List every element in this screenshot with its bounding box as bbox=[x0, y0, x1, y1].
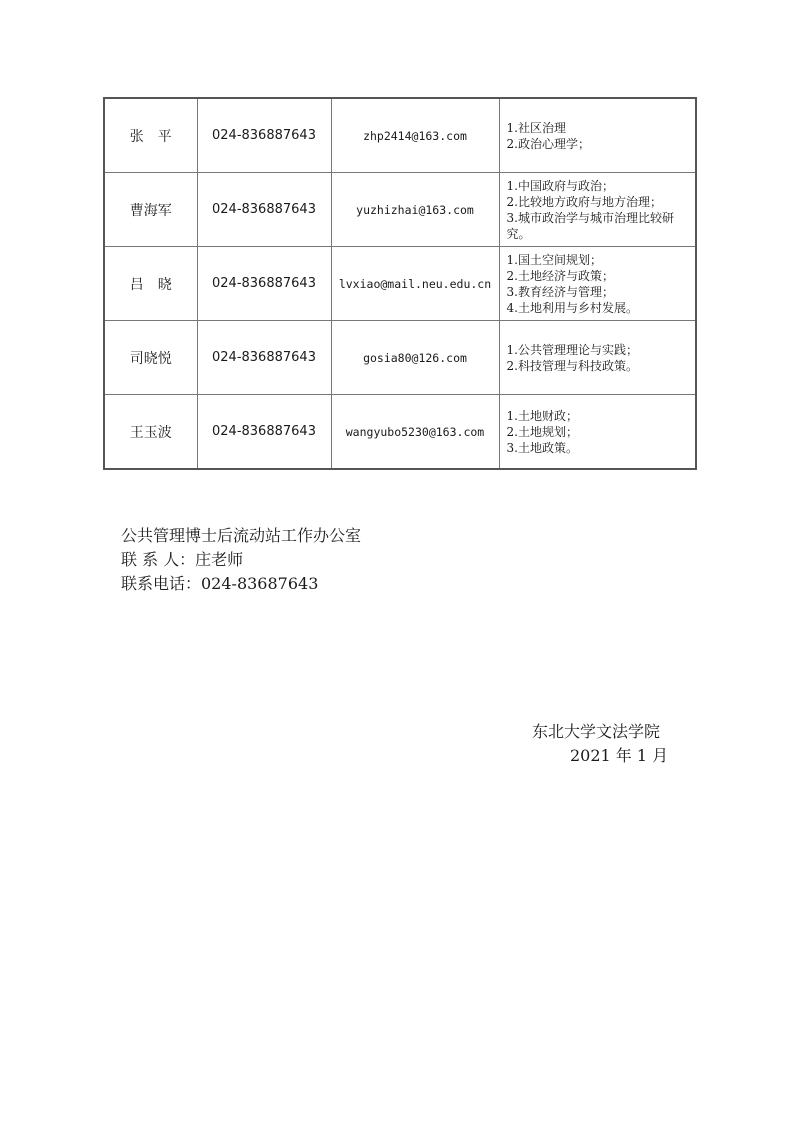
supervisor-email: yuzhizhai@163.com bbox=[331, 173, 499, 247]
research-field: 1.土地财政； bbox=[506, 408, 578, 423]
research-field: 2.政治心理学； bbox=[506, 136, 590, 151]
research-fields bbox=[499, 247, 696, 321]
research-fields bbox=[499, 173, 696, 247]
research-field: 2.土地经济与政策； bbox=[506, 268, 614, 283]
research-field: 4.土地利用与乡村发展。 bbox=[506, 300, 638, 315]
supervisor-name: 张 平 bbox=[104, 98, 197, 173]
signature-organization: 东北大学文法学院 bbox=[532, 722, 661, 741]
research-field: 1.中国政府与政治； bbox=[506, 178, 614, 193]
table-row bbox=[104, 395, 696, 470]
research-field: 3.教育经济与管理； bbox=[506, 284, 614, 299]
research-field: 2.比较地方政府与地方治理； bbox=[506, 194, 662, 209]
supervisor-email: zhp2414@163.com bbox=[331, 98, 499, 173]
contact-phone: 联系电话：024-83687643 bbox=[121, 574, 319, 593]
signature bbox=[520, 720, 700, 768]
supervisor-name: 王玉波 bbox=[104, 395, 197, 470]
supervisor-phone: 024-836887643 bbox=[197, 98, 331, 173]
research-field: 2.科技管理与科技政策。 bbox=[506, 358, 638, 373]
supervisor-email: lvxiao@mail.neu.edu.cn bbox=[331, 247, 499, 321]
research-fields bbox=[499, 395, 696, 470]
supervisor-phone: 024-836887643 bbox=[197, 321, 331, 395]
supervisor-name: 吕 晓 bbox=[104, 247, 197, 321]
supervisor-phone: 024-836887643 bbox=[197, 247, 331, 321]
research-field: 3.城市政治学与城市治理比较研究。 bbox=[506, 210, 674, 241]
supervisor-email: wangyubo5230@163.com bbox=[331, 395, 499, 470]
research-field: 3.土地政策。 bbox=[506, 440, 578, 455]
supervisor-phone: 024-836887643 bbox=[197, 173, 331, 247]
table-row bbox=[104, 321, 696, 395]
research-field: 2.土地规划； bbox=[506, 424, 578, 439]
research-field: 1.公共管理理论与实践； bbox=[506, 342, 638, 357]
signature-date: 2021 年 1 月 bbox=[570, 746, 669, 765]
table-row bbox=[104, 247, 696, 321]
research-field: 1.社区治理 bbox=[506, 120, 566, 135]
office-name: 公共管理博士后流动站工作办公室 bbox=[121, 526, 362, 545]
contact-person: 联 系 人：庄老师 bbox=[121, 550, 244, 569]
research-fields bbox=[499, 98, 696, 173]
supervisor-name: 曹海军 bbox=[104, 173, 197, 247]
table-row bbox=[104, 173, 696, 247]
supervisor-table bbox=[103, 97, 697, 470]
supervisor-email: gosia80@126.com bbox=[331, 321, 499, 395]
table-row bbox=[104, 98, 696, 173]
research-field: 1.国土空间规划； bbox=[506, 252, 602, 267]
supervisor-phone: 024-836887643 bbox=[197, 395, 331, 470]
contact-info bbox=[121, 524, 361, 596]
supervisor-name: 司晓悦 bbox=[104, 321, 197, 395]
research-fields bbox=[499, 321, 696, 395]
